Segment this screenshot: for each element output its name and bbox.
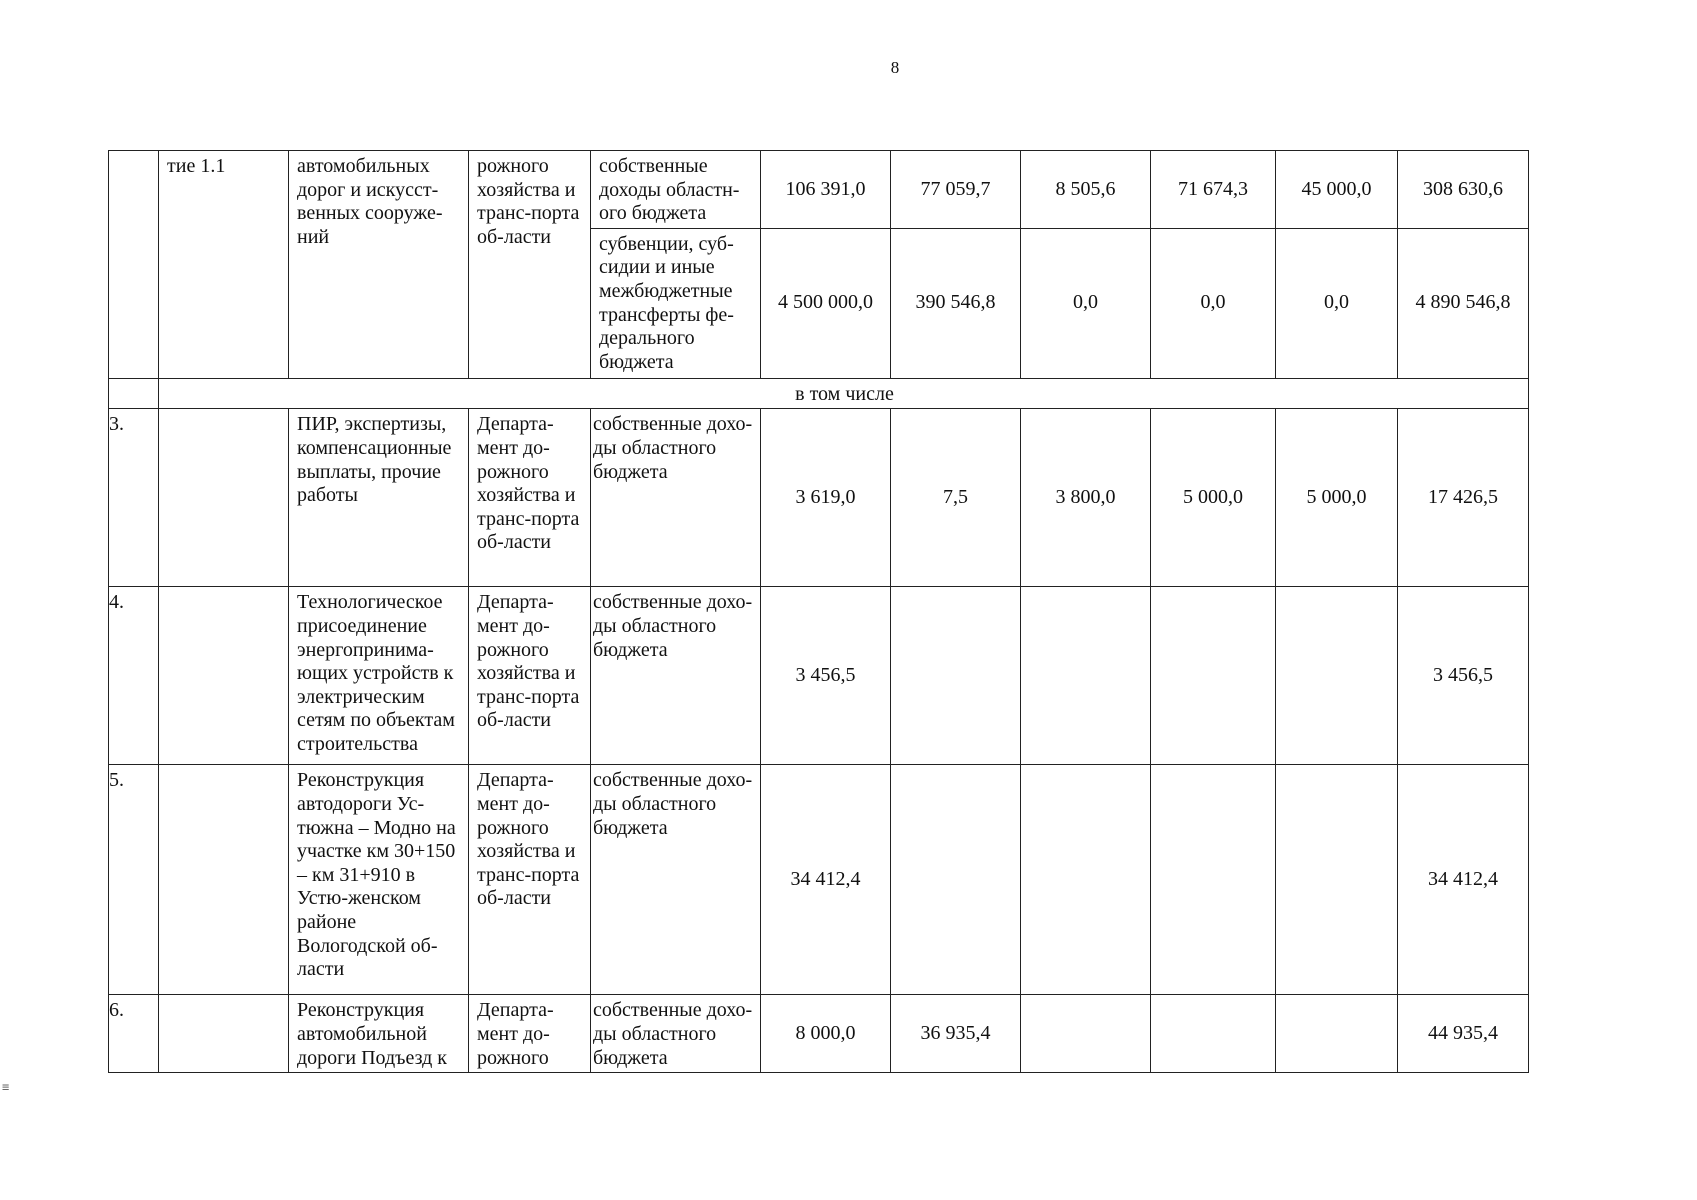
value-cell xyxy=(1151,765,1276,995)
budget-table xyxy=(108,150,1529,1073)
value-cell: 106 391,0 xyxy=(761,151,891,229)
value-cell xyxy=(1151,995,1276,1073)
value-cell xyxy=(1021,995,1151,1073)
value-cell: 3 619,0 xyxy=(761,409,891,587)
value-cell: 36 935,4 xyxy=(891,995,1021,1073)
program-code-cell xyxy=(159,765,289,995)
value-cell: 5 000,0 xyxy=(1151,409,1276,587)
value-cell: 3 800,0 xyxy=(1021,409,1151,587)
value-cell: 34 412,4 xyxy=(761,765,891,995)
program-code-cell xyxy=(159,995,289,1073)
funding-source-cell: собственные доходы областн-ого бюджета xyxy=(591,151,761,229)
row-number-cell: 6. xyxy=(109,995,159,1073)
value-cell: 0,0 xyxy=(1021,228,1151,378)
executor-cell: Департа-мент до-рожного хозяйства и транс-порта об-ласти xyxy=(469,765,591,995)
value-cell xyxy=(1276,765,1398,995)
total-cell: 17 426,5 xyxy=(1398,409,1529,587)
value-cell xyxy=(1021,587,1151,765)
activity-name-cell: Реконструкция автомобильной дороги Подъезд к xyxy=(289,995,469,1073)
value-cell: 71 674,3 xyxy=(1151,151,1276,229)
executor-cell: Департа-мент до-рожного хозяйства и транс-порта об-ласти xyxy=(469,409,591,587)
scan-margin-mark: ≡ xyxy=(2,1080,10,1094)
value-cell: 390 546,8 xyxy=(891,228,1021,378)
row-number-cell: 3. xyxy=(109,409,159,587)
activity-name-cell: ПИР, экспертизы, компенсационные выплаты, прочие работы xyxy=(289,409,469,587)
value-cell: 3 456,5 xyxy=(761,587,891,765)
value-cell xyxy=(891,587,1021,765)
value-cell: 0,0 xyxy=(1276,228,1398,378)
value-cell: 5 000,0 xyxy=(1276,409,1398,587)
total-cell: 34 412,4 xyxy=(1398,765,1529,995)
executor-cell: Департа-мент до-рожного хозяйства и транс-порта об-ласти xyxy=(469,587,591,765)
activity-name-cell: Технологическое присоединение энергопринима-ющих устройств к электрическим сетям по объектам строительства xyxy=(289,587,469,765)
subheader-row xyxy=(109,378,1529,409)
table-row xyxy=(109,765,1529,995)
subheader-text: в том числе xyxy=(159,378,1529,409)
row-number-cell xyxy=(109,151,159,379)
program-code-cell xyxy=(159,409,289,587)
funding-source-cell: собственные дохо-ды областного бюджета xyxy=(591,765,761,995)
total-cell: 3 456,5 xyxy=(1398,587,1529,765)
program-code-cell xyxy=(159,587,289,765)
value-cell: 0,0 xyxy=(1151,228,1276,378)
total-cell: 44 935,4 xyxy=(1398,995,1529,1073)
table-row xyxy=(109,409,1529,587)
value-cell xyxy=(891,765,1021,995)
value-cell: 45 000,0 xyxy=(1276,151,1398,229)
funding-source-cell: субвенции, суб-сидии и иные межбюджетные трансферты фе-дерального бюджета xyxy=(591,228,761,378)
value-cell xyxy=(1021,765,1151,995)
total-cell: 4 890 546,8 xyxy=(1398,228,1529,378)
value-cell: 77 059,7 xyxy=(891,151,1021,229)
program-code-cell: тие 1.1 xyxy=(159,151,289,379)
row-number-cell: 4. xyxy=(109,587,159,765)
value-cell xyxy=(1276,995,1398,1073)
executor-cell: Департа-мент до-рожного xyxy=(469,995,591,1073)
activity-name-cell: автомобильных дорог и искусст-венных сооруже-ний xyxy=(289,151,469,379)
funding-source-cell: собственные дохо-ды областного бюджета xyxy=(591,587,761,765)
table-row xyxy=(109,151,1529,229)
value-cell: 8 505,6 xyxy=(1021,151,1151,229)
activity-name-cell: Реконструкция автодороги Ус-тюжна – Модно на участке км 30+150 – км 31+910 в Устю-женском районе Вологодской об-ласти xyxy=(289,765,469,995)
value-cell: 7,5 xyxy=(891,409,1021,587)
page-number: 8 xyxy=(890,58,900,77)
table-row xyxy=(109,995,1529,1073)
row-number-cell xyxy=(109,378,159,409)
funding-source-cell: собственные дохо-ды областного бюджета xyxy=(591,409,761,587)
value-cell: 4 500 000,0 xyxy=(761,228,891,378)
total-cell: 308 630,6 xyxy=(1398,151,1529,229)
executor-cell: рожного хозяйства и транс-порта об-ласти xyxy=(469,151,591,379)
funding-source-cell: собственные дохо-ды областного бюджета xyxy=(591,995,761,1073)
value-cell: 8 000,0 xyxy=(761,995,891,1073)
table-row xyxy=(109,587,1529,765)
row-number-cell: 5. xyxy=(109,765,159,995)
value-cell xyxy=(1151,587,1276,765)
value-cell xyxy=(1276,587,1398,765)
